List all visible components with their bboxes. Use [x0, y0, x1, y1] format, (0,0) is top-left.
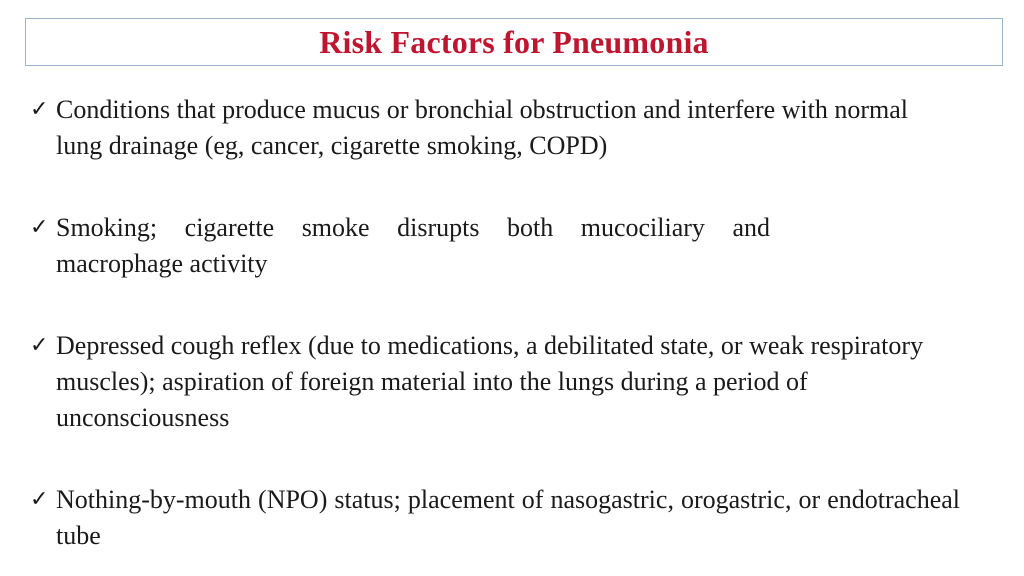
bullet-text: Smoking; cigarette smoke disrupts both mucociliary and macrophage activity [56, 213, 770, 278]
bullet-text: Nothing-by-mouth (NPO) status; placement of nasogastric, orogastric, or endotracheal tube [56, 485, 960, 550]
title-frame [25, 18, 1003, 66]
bullet-item-mucus-obstruction [30, 92, 960, 164]
check-mark-icon: ✓ [30, 97, 49, 122]
slide-title: Risk Factors for Pneumonia [319, 23, 709, 60]
check-mark-icon: ✓ [30, 487, 49, 512]
check-mark-icon: ✓ [30, 333, 49, 358]
bullet-text: Depressed cough reflex (due to medications, a debilitated state, or weak respiratory muscles); aspiration of foreign material into the lungs during a period of unconsciousness [56, 331, 924, 432]
bullet-text: Conditions that produce mucus or bronchial obstruction and interfere with normal lung drainage (eg, cancer, cigarette smoking, COPD) [56, 95, 909, 160]
bullet-item-smoking [30, 210, 960, 282]
bullet-item-depressed-cough-reflex [30, 328, 960, 436]
check-mark-icon: ✓ [30, 215, 49, 240]
bullet-item-npo-status [30, 482, 960, 554]
